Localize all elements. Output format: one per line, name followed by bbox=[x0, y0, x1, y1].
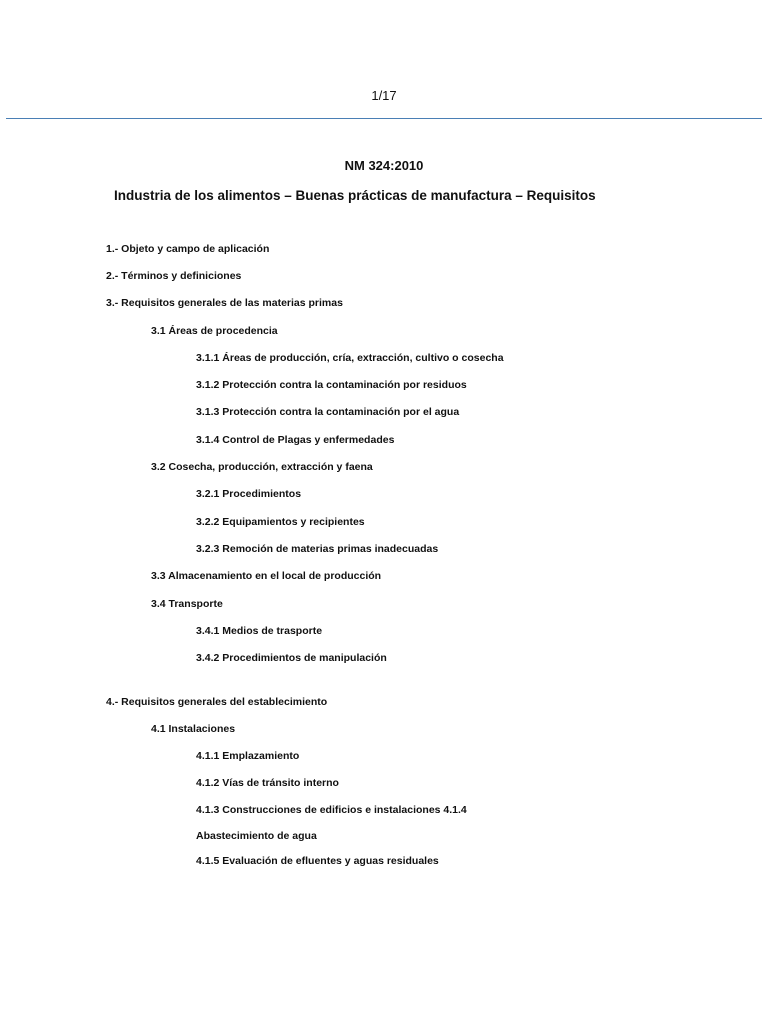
toc-section-3-2-2: 3.2.2 Equipamientos y recipientes bbox=[196, 516, 365, 528]
toc-section-3-3: 3.3 Almacenamiento en el local de producción bbox=[151, 570, 382, 582]
toc-section-4-1: 4.1 Instalaciones bbox=[151, 723, 236, 735]
toc-section-1: 1.- Objeto y campo de aplicación bbox=[106, 243, 270, 255]
page-number: 1/17 bbox=[371, 88, 397, 103]
toc-section-3-1-4: 3.1.4 Control de Plagas y enfermedades bbox=[196, 434, 395, 446]
toc-section-2: 2.- Términos y definiciones bbox=[106, 270, 242, 282]
document-title: Industria de los alimentos – Buenas prácticas de manufactura – Requisitos bbox=[114, 188, 596, 203]
toc-section-3-1-3: 3.1.3 Protección contra la contaminación por el agua bbox=[196, 406, 460, 418]
toc-section-3-1: 3.1 Áreas de procedencia bbox=[151, 325, 278, 337]
toc-section-4-1-4-continuation: Abastecimiento de agua bbox=[196, 830, 317, 842]
toc-section-3-2-1: 3.2.1 Procedimientos bbox=[196, 488, 302, 500]
toc-section-3-4-2: 3.4.2 Procedimientos de manipulación bbox=[196, 652, 387, 664]
toc-section-3-1-1: 3.1.1 Áreas de producción, cría, extracción, cultivo o cosecha bbox=[196, 352, 504, 364]
toc-section-3-4-1: 3.4.1 Medios de trasporte bbox=[196, 625, 323, 637]
toc-section-4: 4.- Requisitos generales del establecimiento bbox=[106, 696, 328, 708]
toc-section-3-1-2: 3.1.2 Protección contra la contaminación por residuos bbox=[196, 379, 467, 391]
toc-section-4-1-3: 4.1.3 Construcciones de edificios e instalaciones 4.1.4 bbox=[196, 804, 467, 816]
document-code: NM 324:2010 bbox=[344, 158, 424, 173]
toc-section-3-2: 3.2 Cosecha, producción, extracción y faena bbox=[151, 461, 373, 473]
toc-section-3-2-3: 3.2.3 Remoción de materias primas inadecuadas bbox=[196, 543, 439, 555]
toc-section-4-1-2: 4.1.2 Vías de tránsito interno bbox=[196, 777, 339, 789]
toc-section-4-1-5: 4.1.5 Evaluación de efluentes y aguas residuales bbox=[196, 855, 439, 867]
toc-section-4-1-1: 4.1.1 Emplazamiento bbox=[196, 750, 300, 762]
toc-section-3: 3.- Requisitos generales de las materias primas bbox=[106, 297, 343, 309]
header-divider bbox=[6, 118, 762, 119]
toc-section-3-4: 3.4 Transporte bbox=[151, 598, 223, 610]
